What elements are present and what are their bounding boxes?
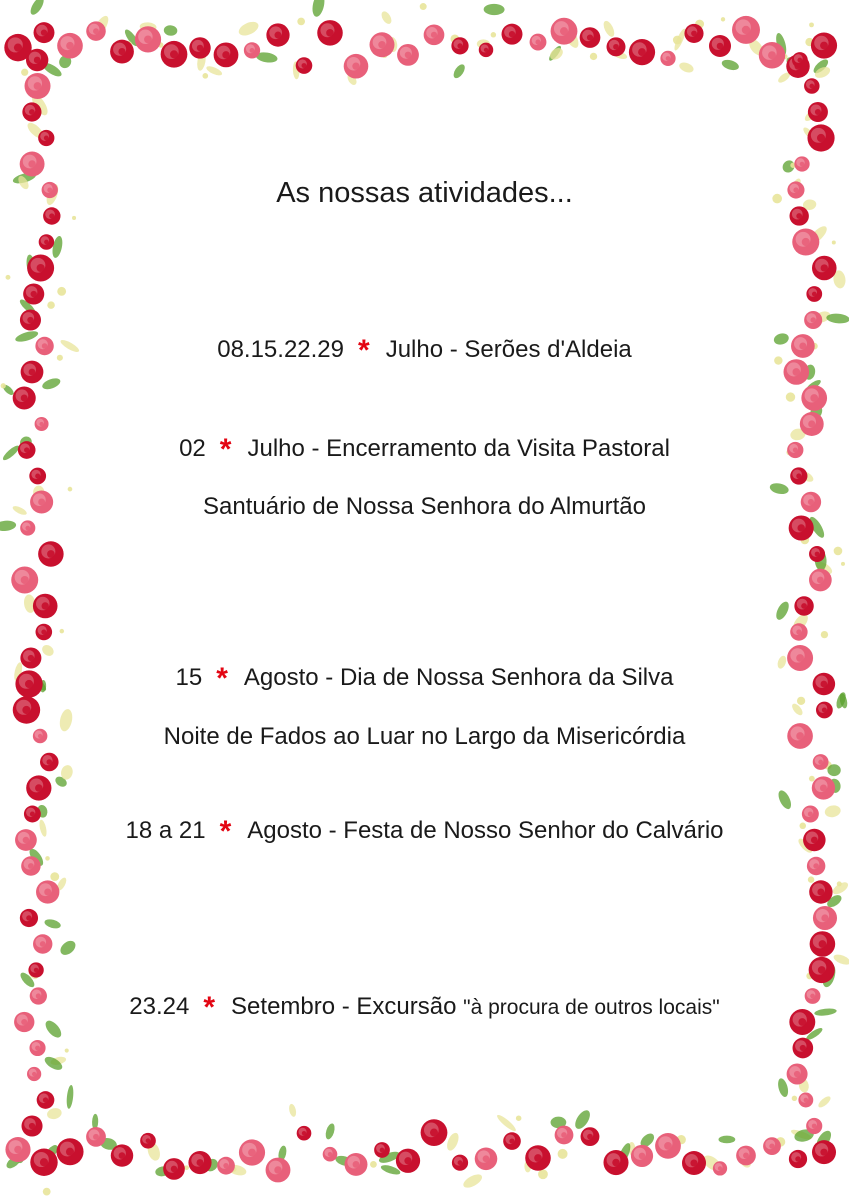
asterisk-icon: * bbox=[219, 815, 232, 848]
event-row bbox=[0, 992, 849, 1023]
event-text: Agosto - Festa de Nosso Senhor do Calvário bbox=[247, 817, 724, 844]
asterisk-icon: * bbox=[203, 991, 216, 1024]
event-text-quote: "à procura de outros locais" bbox=[463, 996, 720, 1019]
event-date: 02 bbox=[179, 435, 206, 462]
asterisk-icon: * bbox=[358, 334, 370, 367]
event-row bbox=[0, 816, 849, 847]
event-row bbox=[0, 434, 849, 465]
event-text: Julho - Encerramento da Visita Pastoral bbox=[247, 435, 670, 462]
event-date: 15 bbox=[175, 664, 203, 691]
event-text: Agosto - Dia de Nossa Senhora da Silva bbox=[243, 664, 674, 691]
event-detail: Santuário de Nossa Senhora do Almurtão bbox=[203, 493, 646, 520]
asterisk-icon: * bbox=[216, 662, 228, 695]
event-row bbox=[0, 663, 849, 694]
event-date: 08.15.22.29 bbox=[217, 336, 345, 363]
event-date: 23.24 bbox=[129, 993, 190, 1020]
event-detail: Noite de Fados ao Luar no Largo da Misericórdia bbox=[163, 723, 686, 750]
page-title: As nossas atividades... bbox=[276, 177, 573, 209]
event-text: Julho - Serões d'Aldeia bbox=[385, 336, 632, 363]
event-text: Setembro - Excursão bbox=[231, 993, 464, 1020]
asterisk-icon: * bbox=[219, 433, 232, 466]
event-date: 18 a 21 bbox=[125, 817, 206, 844]
event-row bbox=[0, 335, 849, 366]
